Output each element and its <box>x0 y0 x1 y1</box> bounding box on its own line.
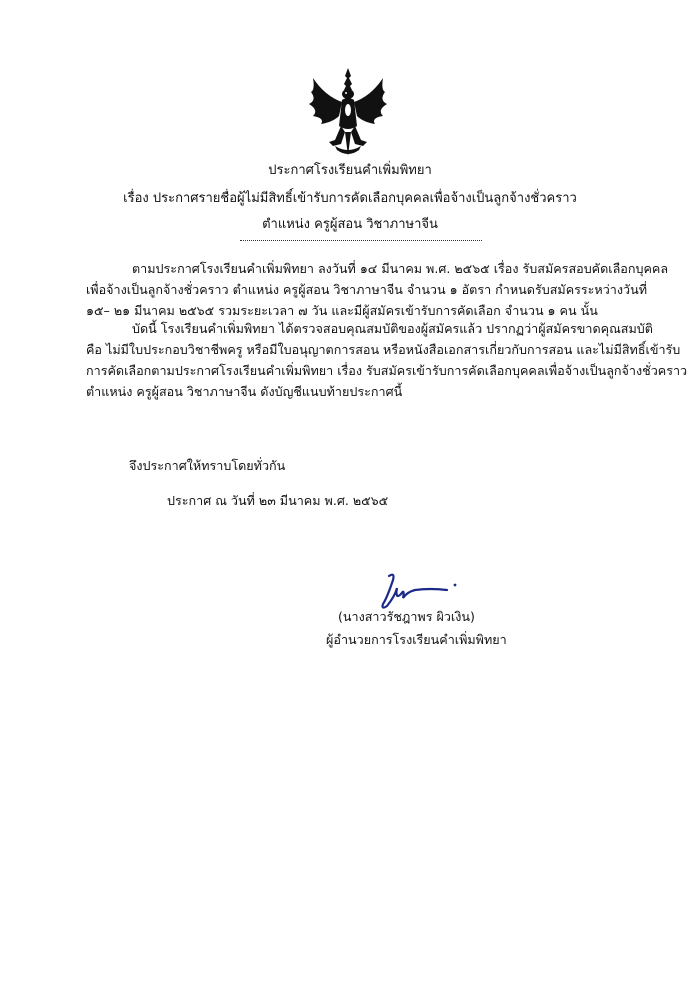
announcement-date: ประกาศ ณ วันที่ ๒๓ มีนาคม พ.ศ. ๒๕๖๕ <box>167 493 389 508</box>
announcement-title: ประกาศโรงเรียนคำเพิ่มพิทยา <box>268 163 432 178</box>
position-line: ตำแหน่ง ครูผู้สอน วิชาภาษาจีน <box>262 217 438 232</box>
paragraph-line: ๑๕– ๒๑ มีนาคม ๒๕๖๕ รวมระยะเวลา ๗ วัน และมีผู้สมัครเข้ารับการคัดเลือก จำนวน ๑ คน นั้น <box>86 303 598 318</box>
paragraph-result <box>86 318 688 402</box>
paragraph-line: ตำแหน่ง ครูผู้สอน วิชาภาษาจีน ดังบัญชีแนบท้ายประกาศนี้ <box>86 384 403 399</box>
paragraph-reference <box>86 258 669 321</box>
subject-line: เรื่อง ประกาศรายชื่อผู้ไม่มีสิทธิ์เข้ารับการคัดเลือกบุคคลเพื่อจ้างเป็นลูกจ้างชั่วคราว <box>123 191 577 206</box>
signer-name: (นางสาวรัชฎาพร ผิวเงิน) <box>338 609 475 624</box>
paragraph-line: คือ ไม่มีใบประกอบวิชาชีพครู หรือมีใบอนุญาตการสอน หรือหนังสือเอกสารเกี่ยวกับการสอน และไม่มีสิทธิ์เข้ารับ <box>86 342 681 357</box>
paragraph-line: เพื่อจ้างเป็นลูกจ้างชั่วคราว ตำแหน่ง ครูผู้สอน วิชาภาษาจีน จำนวน ๑ อัตรา กำหนดรับสมัครระหว่างวันที่ <box>86 282 648 297</box>
notice-line: จึงประกาศให้ทราบโดยทั่วกัน <box>129 458 286 473</box>
garuda-emblem <box>305 66 391 158</box>
dotted-divider <box>240 240 482 241</box>
paragraph-line: ตามประกาศโรงเรียนคำเพิ่มพิทยา ลงวันที่ ๑๔ มีนาคม พ.ศ. ๒๕๖๕ เรื่อง รับสมัครสอบคัดเลือกบุคคล <box>132 261 669 276</box>
signer-title: ผู้อำนวยการโรงเรียนคำเพิ่มพิทยา <box>326 632 507 647</box>
paragraph-line: บัดนี้ โรงเรียนคำเพิ่มพิทยา ได้ตรวจสอบคุณสมบัติของผู้สมัครแล้ว ปรากฏว่าผู้สมัครขาดคุณสมบัติ <box>132 321 653 336</box>
paragraph-line: การคัดเลือกตามประกาศโรงเรียนคำเพิ่มพิทยา เรื่อง รับสมัครเข้ารับการคัดเลือกบุคคลเพื่อจ้างเป็นลูกจ้างชั่วคราว <box>86 363 688 378</box>
